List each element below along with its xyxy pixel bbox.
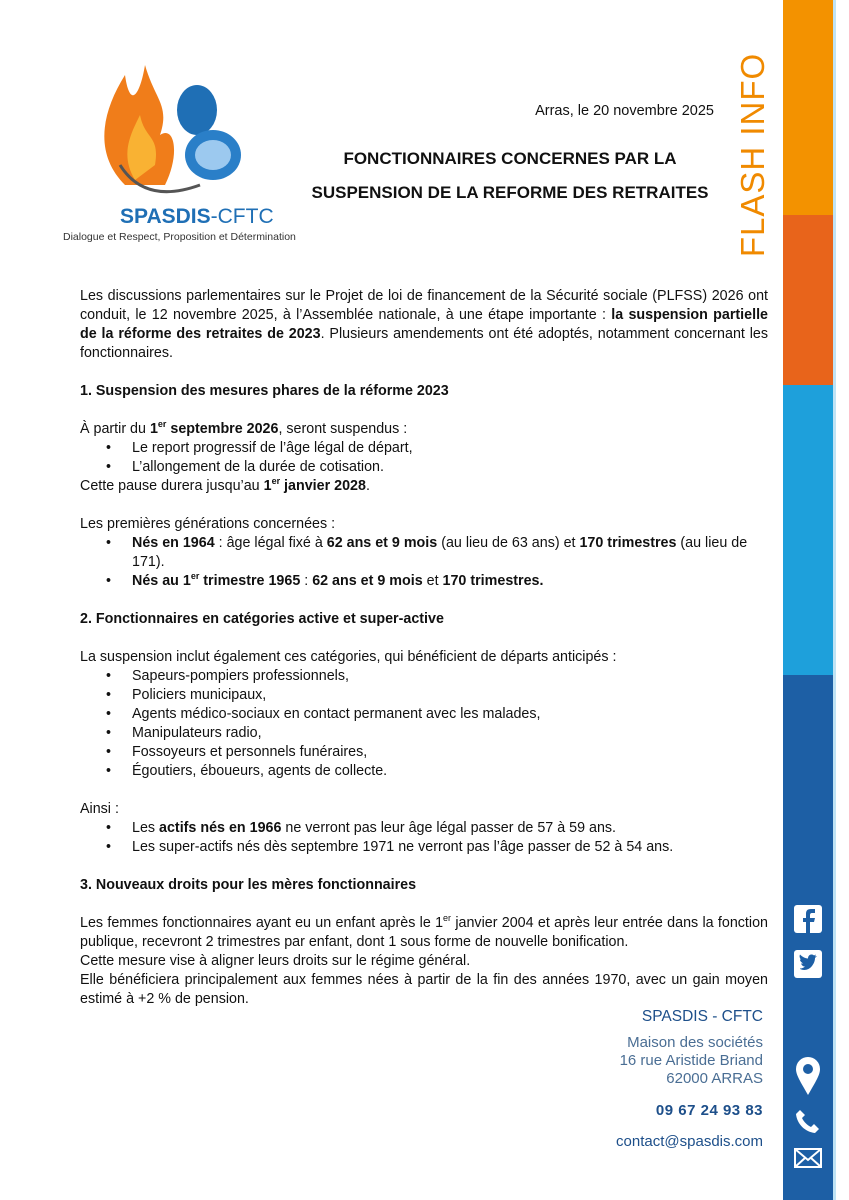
generations-intro: Les premières générations concernées : <box>80 516 336 532</box>
list-item: • Les actifs nés en 1966 ne verront pas leur âge légal passer de 57 à 59 ans. <box>132 819 768 838</box>
section-1-start: À partir du 1er septembre 2026, seront suspendus : <box>80 419 408 437</box>
list-item: • Policiers municipaux, <box>132 686 768 705</box>
list-item: • Nés au 1er trimestre 1965 : 62 ans et 9 mois et 170 trimestres. <box>132 572 768 591</box>
contact-email-link[interactable]: contact@spasdis.com <box>616 1133 763 1150</box>
contact-address-line: 62000 ARRAS <box>666 1070 763 1087</box>
section-3-heading: 3. Nouveaux droits pour les mères fonctionnaires <box>80 877 417 893</box>
document-date: Arras, le 20 novembre 2025 <box>535 103 714 119</box>
ainsi-label: Ainsi : <box>80 801 119 817</box>
generations-list <box>80 534 768 591</box>
logo <box>63 55 296 245</box>
list-item: • Nés en 1964 : âge légal fixé à 62 ans et 9 mois (au lieu de 63 ans) et 170 trimestres (au lieu de 171). <box>132 534 768 572</box>
section-1-heading: 1. Suspension des mesures phares de la réforme 2023 <box>80 383 449 399</box>
contact-address-line: Maison des sociétés <box>627 1034 763 1051</box>
intro-paragraph: Les discussions parlementaires sur le Projet de loi de financement de la Sécurité sociale (PLFSS) 2026 ont conduit, le 12 novembre 2025, à l’Assemblée nationale, à une étape importante : la suspension partielle de la réforme des retraites de 2023. Plusieurs amendements ont été adoptés, notamment concernant les fonctionnaires. <box>80 288 769 361</box>
list-item: • Manipulateurs radio, <box>132 724 768 743</box>
twitter-icon[interactable] <box>783 950 833 983</box>
sidebar-edge <box>833 0 836 1200</box>
list-item: • Le report progressif de l’âge légal de départ, <box>132 439 768 458</box>
list-item: • Égoutiers, éboueurs, agents de collecte. <box>132 762 768 781</box>
ainsi-list <box>80 819 768 857</box>
list-item: • Agents médico-sociaux en contact permanent avec les malades, <box>132 705 768 724</box>
list-item: • Les super-actifs nés dès septembre 1971 ne verront pas l’âge passer de 52 à 54 ans. <box>132 838 768 857</box>
section-3-paragraph-2: Cette mesure vise à aligner leurs droits sur le régime général. <box>80 953 471 969</box>
phone-icon <box>783 1108 833 1139</box>
section-3-paragraph-3: Elle bénéficiera principalement aux femmes nées à partir de la fin des années 1970, avec un gain moyen estimé à +2 % de pension. <box>80 972 768 1007</box>
categories-list <box>80 667 768 781</box>
logo-tagline: Dialogue et Respect, Proposition et Détermination <box>63 231 296 243</box>
list-item: • Fossoyeurs et personnels funéraires, <box>132 743 768 762</box>
contact-phone[interactable]: 09 67 24 93 83 <box>655 1102 763 1119</box>
section-2-heading: 2. Fonctionnaires en catégories active et super-active <box>80 611 444 627</box>
list-item: • Sapeurs-pompiers professionnels, <box>132 667 768 686</box>
sidebar-light-blue-band <box>783 385 833 675</box>
mail-icon <box>783 1148 833 1173</box>
section-2-intro: La suspension inclut également ces catégories, qui bénéficient de départs anticipés : <box>80 649 617 665</box>
contact-block <box>616 1008 763 1150</box>
section-1-until: Cette pause durera jusqu’au 1er janvier 2028. <box>80 476 370 494</box>
location-icon <box>783 1055 833 1100</box>
document-title: FONCTIONNAIRES CONCERNES PAR LA SUSPENSION DE LA REFORME DES RETRAITES <box>311 149 709 202</box>
contact-address-line: 16 rue Aristide Briand <box>619 1052 763 1069</box>
suspended-measures-list <box>80 439 768 477</box>
flash-info-text: FLASH INFO <box>734 52 771 258</box>
contact-name: SPASDIS - CFTC <box>641 1008 763 1025</box>
facebook-icon[interactable] <box>783 905 833 938</box>
list-item: • L’allongement de la durée de cotisation. <box>132 458 768 477</box>
document-body <box>80 287 768 1009</box>
section-3-paragraph-1: Les femmes fonctionnaires ayant eu un enfant après le 1er janvier 2004 et après leur entrée dans la fonction publique, recevront 2 trimestres par enfant, dont 1 sous forme de nouvelle bonification. <box>80 913 768 950</box>
logo-name: SPASDIS-CFTC <box>120 205 274 228</box>
firefighter-flame-icon <box>85 55 290 205</box>
